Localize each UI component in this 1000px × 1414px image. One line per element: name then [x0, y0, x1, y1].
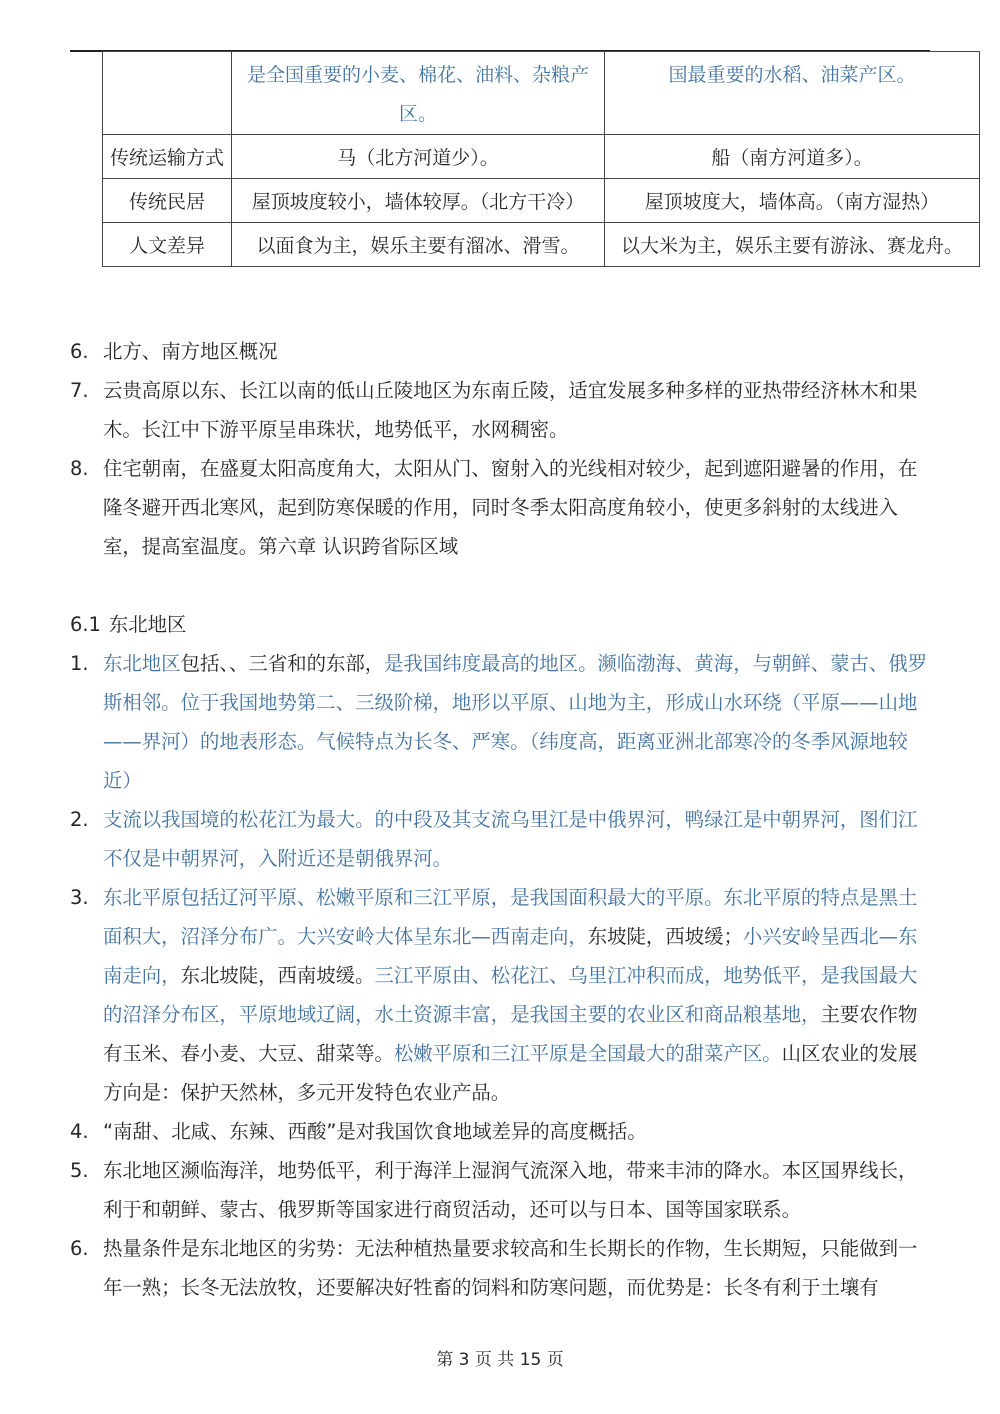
text-segment: 支流以我国境的松花江为最大。的中段及其支流乌里江是中俄界河，鸭绿江是中朝界河，图们江不仅是中朝界河，入附近还是朝俄界河。	[103, 808, 918, 870]
item-text	[103, 1229, 930, 1307]
cell-north: 马（北方河道少）。	[232, 135, 605, 179]
cell-north: 以面食为主，娱乐主要有溜冰、滑雪。	[232, 223, 605, 267]
text-segment: 松嫩平原和三江平原是全国最大的甜菜产区。	[393, 1042, 782, 1065]
table-row	[103, 179, 980, 223]
list-item	[70, 1151, 930, 1229]
item-text	[103, 1151, 930, 1229]
text-segment: 主要农作物有玉米、春小麦、大豆、甜菜等。	[103, 1003, 918, 1065]
north-south-comparison-table	[102, 51, 980, 267]
list-item	[70, 1112, 930, 1151]
item-number: 6.	[70, 340, 89, 363]
item-text	[103, 1112, 930, 1151]
item-number: 6.	[70, 1237, 89, 1260]
item-text	[103, 800, 930, 878]
cell-south: 国最重要的水稻、油菜产区。	[605, 52, 980, 135]
item-number: 8.	[70, 457, 89, 480]
cell-south: 以大米为主，娱乐主要有游泳、赛龙舟。	[605, 223, 980, 267]
text-segment: 山区农业的发展方向是：保护天然林，多元开发特色农业产品。	[103, 1042, 918, 1104]
text-segment: 东北地区	[108, 613, 187, 636]
cell-label: 传统运输方式	[103, 135, 232, 179]
item-text	[103, 449, 930, 566]
item-number: 2.	[70, 808, 89, 831]
item-number: 1.	[70, 652, 89, 675]
text-segment: 东坡陡，西坡缓；	[587, 925, 743, 948]
text-segment: 住宅朝南，在盛夏太阳高度角大，太阳从门、窗射入的光线相对较少，起到遮阳避暑的作用，在隆冬避开西北寒风，起到防寒保暖的作用，同时冬季太阳高度角较小，使更多斜射的太线进入室，提高室温度。第六章 认识跨省际区域	[103, 457, 918, 558]
text-segment: 东北坡陡，西南坡缓。	[180, 964, 375, 987]
item-number: 6.1	[70, 613, 101, 636]
item-number: 4.	[70, 1120, 89, 1143]
item-number: 5.	[70, 1159, 89, 1182]
document-body	[70, 332, 930, 1307]
cell-north: 是全国重要的小麦、棉花、油料、杂粮产区。	[232, 52, 605, 135]
text-segment: 是我国纬度最高的地区。濒临渤海、黄海，与朝鲜、蒙古、俄罗斯相邻。位于我国地势第二、三级阶梯，地形以平原、山地为主，形成山水环绕（平原——山地——界河）的地表形态。气候特点为长冬、严寒。（纬度高，距离亚洲北部寒冷的冬季风源地较近）	[103, 652, 928, 792]
list-item	[70, 332, 930, 371]
cell-south: 屋顶坡度大，墙体高。（南方湿热）	[605, 179, 980, 223]
text-segment: 北方、南方地区概况	[103, 340, 278, 363]
table-row	[103, 135, 980, 179]
cell-south: 船（南方河道多）。	[605, 135, 980, 179]
cell-north: 屋顶坡度较小，墙体较厚。（北方干冷）	[232, 179, 605, 223]
text-segment: 东北平原包括辽河平原、松嫩平原和三江平原，是我国面积最大的平原。东北平原的特点是黑土面积大，沼泽分布广。大兴安岭大体呈东北—西南走向，	[103, 886, 918, 948]
list-item	[70, 644, 930, 800]
list-item	[70, 605, 930, 644]
item-text	[103, 332, 930, 371]
list-item	[70, 878, 930, 1112]
list-item	[70, 371, 930, 449]
item-text	[109, 605, 930, 644]
text-segment: 小兴安岭呈西北—东南走向，	[103, 925, 918, 987]
text-segment: 地势低平，是我国最大的沼泽分布区，平原地域辽阔，水土资源丰富，是我国主要的农业区和商品粮基地，	[103, 964, 918, 1026]
text-segment: 东北地区濒临海洋，地势低平，利于海洋上湿润气流深入地，带来丰沛的降水。本区国界线长，利于和朝鲜、蒙古、俄罗斯等国家进行商贸活动，还可以与日本、国等国家联系。	[103, 1159, 918, 1221]
text-segment: 云贵高原以东、长江以南的低山丘陵地区为东南丘陵，适宜发展多种多样的亚热带经济林木和果木。长江中下游平原呈串珠状，地势低平，水网稠密。	[103, 379, 918, 441]
spacer	[70, 566, 930, 605]
item-text	[103, 878, 930, 1112]
table-row	[103, 52, 980, 135]
table-row	[103, 223, 980, 267]
text-segment: 东北地区	[103, 652, 181, 675]
text-segment: 三江平原由、松花江、乌里江冲积而成，	[374, 964, 724, 987]
list-item	[70, 800, 930, 878]
item-number: 3.	[70, 886, 89, 909]
cell-label	[103, 52, 232, 135]
item-text	[103, 644, 930, 800]
item-number: 7.	[70, 379, 89, 402]
text-segment: 热量条件是东北地区的劣势：无法种植热量要求较高和生长期长的作物，生长期短，只能做到一年一熟；长冬无法放牧，还要解决好牲畜的饲料和防寒问题，而优势是：长冬有利于土壤有	[103, 1237, 918, 1299]
cell-label: 人文差异	[103, 223, 232, 267]
list-item	[70, 1229, 930, 1307]
cell-label: 传统民居	[103, 179, 232, 223]
page-footer: 第 3 页 共 15 页	[436, 1350, 564, 1370]
text-segment: “南甜、北咸、东辣、西酸”是对我国饮食地域差异的高度概括。	[103, 1120, 647, 1143]
list-item	[70, 449, 930, 566]
item-text	[103, 371, 930, 449]
text-segment: 包括、、三省和的东部，	[180, 652, 385, 675]
